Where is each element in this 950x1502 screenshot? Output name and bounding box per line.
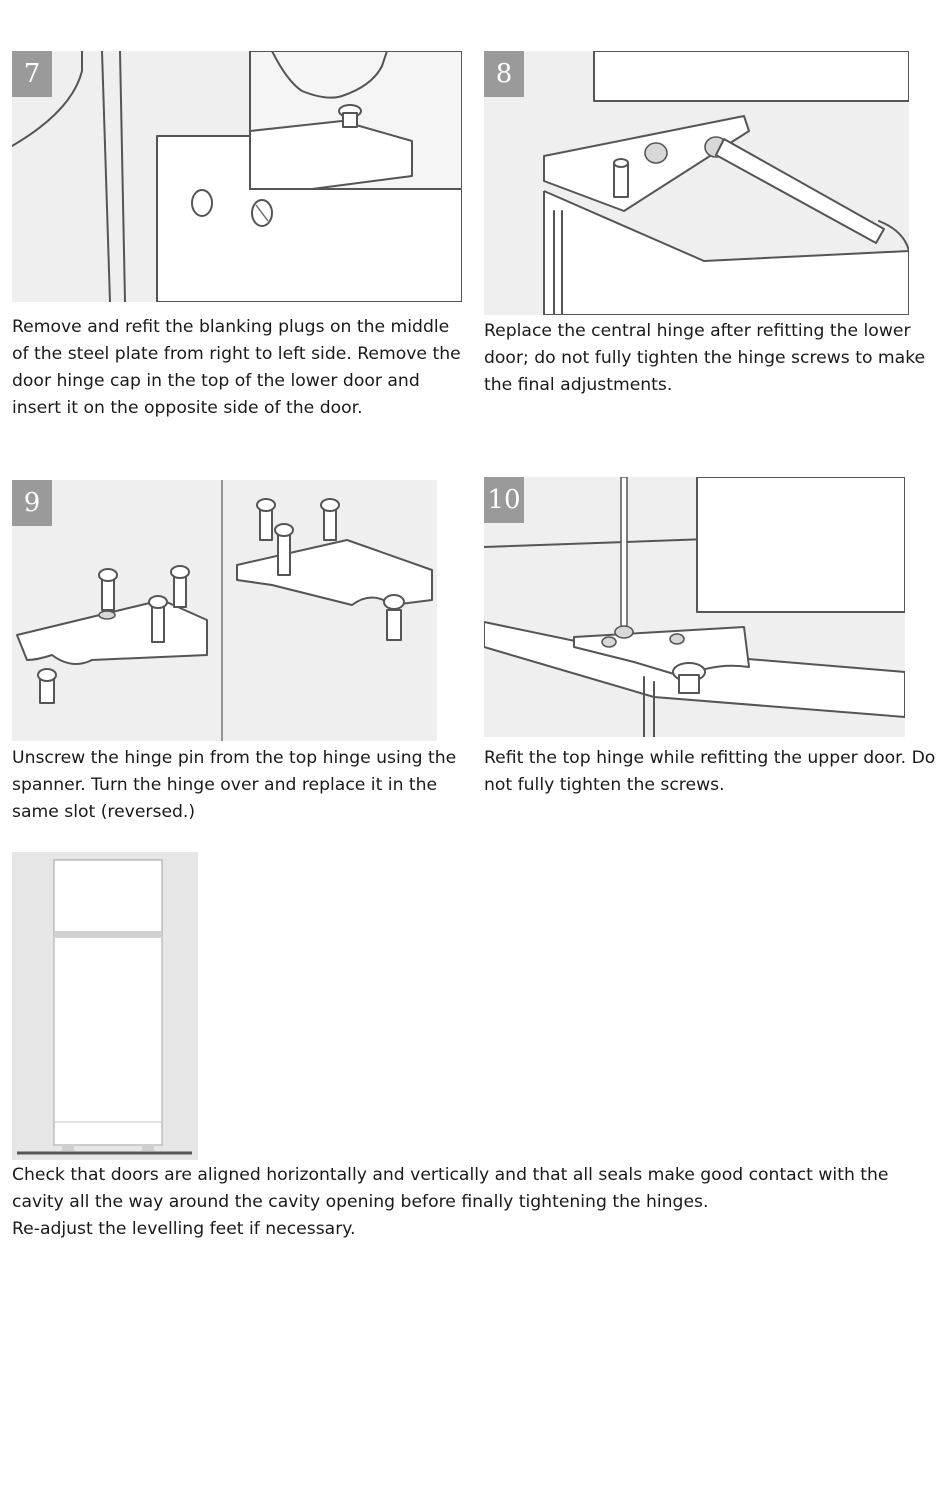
final-caption-line-1: Check that doors are aligned horizontally and vertically and that all seals make good contact with the <box>12 1165 889 1185</box>
final-check-illustration <box>12 852 198 1160</box>
step-8-illustration <box>484 51 909 315</box>
step-10-number: 10 <box>484 477 524 523</box>
final-caption-line-3: Re-adjust the levelling feet if necessary. <box>12 1219 356 1239</box>
fridge-freezer-icon <box>12 852 198 1160</box>
step-9-number: 9 <box>12 480 52 526</box>
final-caption <box>12 1162 942 1243</box>
central-hinge-drawing <box>484 51 909 315</box>
step-9-caption: Unscrew the hinge pin from the top hinge using the spanner. Turn the hinge over and replace it in the same slot (reversed.) <box>12 748 457 822</box>
step-7-number: 7 <box>12 51 52 97</box>
hinge-reversal-drawing <box>12 480 437 741</box>
top-hinge-drawing <box>484 477 905 737</box>
step-8-caption: Replace the central hinge after refitting the lower door; do not fully tighten the hinge screws to make the final adjustments. <box>484 321 926 395</box>
step-7-illustration <box>12 51 462 302</box>
blanking-plugs-drawing <box>12 51 462 302</box>
step-8-number: 8 <box>484 51 524 97</box>
step-9-illustration <box>12 480 437 741</box>
step-10-illustration <box>484 477 905 737</box>
final-caption-line-2: cavity all the way around the cavity opening before finally tightening the hinges. <box>12 1192 709 1212</box>
step-10-caption: Refit the top hinge while refitting the upper door. Do not fully tighten the screws. <box>484 748 936 795</box>
step-7-caption: Remove and refit the blanking plugs on the middle of the steel plate from right to left side. Remove the door hinge cap in the top of the lower door and insert it on the opposite side of the door. <box>12 317 461 418</box>
